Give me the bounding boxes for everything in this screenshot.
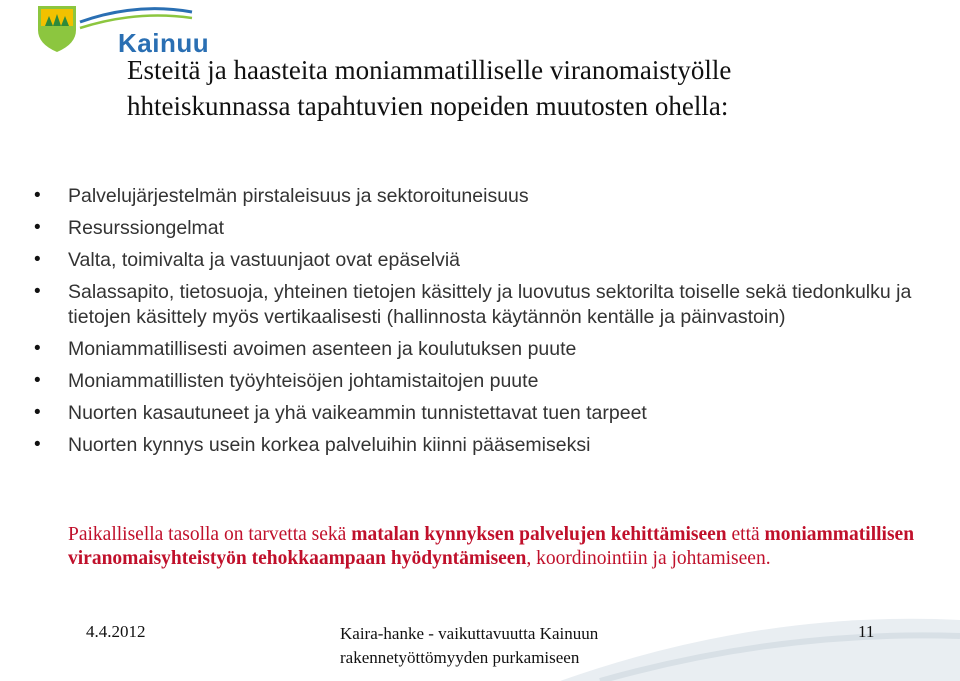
title-line-2: hhteiskunnassa tapahtuvien nopeiden muutosten ohella:	[127, 91, 729, 121]
bullet-dot-icon: •	[34, 401, 41, 423]
page-number: 11	[858, 622, 875, 641]
note-emphasis-2: moniammatillisen viranomaisyhteistyön tehokkaampaan hyödyntämiseen	[68, 524, 915, 569]
bullet-item: • Palvelujärjestelmän pirstaleisuus ja sektoroituneisuus	[34, 185, 529, 207]
footer-project-line-1: Kaira-hanke - vaikuttavuutta Kainuun	[340, 624, 599, 643]
footer-project-line-2: rakennetyöttömyyden purkamiseen	[340, 648, 580, 667]
bullet-item: • Salassapito, tietosuoja, yhteinen tietojen käsittely ja luovutus sektorilta toiselle sekä tiedonkulku ja tietojen käsittely myös vertikaalisesti (hallinnosta käytännön kentälle ja päinvastoin)	[34, 281, 912, 328]
bullet-list	[34, 184, 934, 465]
bullet-item: • Nuorten kasautuneet ja yhä vaikeammin tunnistettavat tuen tarpeet	[34, 401, 647, 424]
bullet-item: • Nuorten kynnys usein korkea palveluihin kiinni pääsemiseksi	[34, 433, 591, 456]
footer-date: 4.4.2012	[86, 622, 146, 641]
bullet-dot-icon: •	[34, 249, 41, 270]
bullet-dot-icon: •	[34, 281, 41, 302]
bullet-dot-icon: •	[34, 369, 41, 391]
slide-title	[127, 52, 927, 124]
note-emphasis-1: matalan kynnyksen palvelujen kehittämiseen	[351, 524, 727, 545]
bullet-dot-icon: •	[34, 337, 41, 359]
title-line-1: Esteitä ja haasteita moniammatilliselle viranomaistyölle	[127, 55, 732, 85]
bullet-item: • Moniammatillisesti avoimen asenteen ja koulutuksen puute	[34, 337, 577, 360]
logo-text: Kainuu	[118, 28, 210, 58]
bullet-item: • Resurssiongelmat	[34, 217, 225, 239]
footer-project	[340, 622, 640, 670]
bullet-item: • Moniammatillisten työyhteisöjen johtamistaitojen puute	[34, 369, 539, 392]
bullet-item: • Valta, toimivalta ja vastuunjaot ovat epäselviä	[34, 249, 461, 271]
bullet-dot-icon: •	[34, 185, 41, 206]
bullet-dot-icon: •	[34, 433, 41, 455]
bullet-dot-icon: •	[34, 217, 41, 238]
conclusion-note: Paikallisella tasolla on tarvetta sekä matalan kynnyksen palvelujen kehittämiseen että moniammatillisen viranomaisyhteistyön tehokkaampaan hyödyntämiseen, koordinointiin ja johtamiseen.	[68, 524, 915, 569]
